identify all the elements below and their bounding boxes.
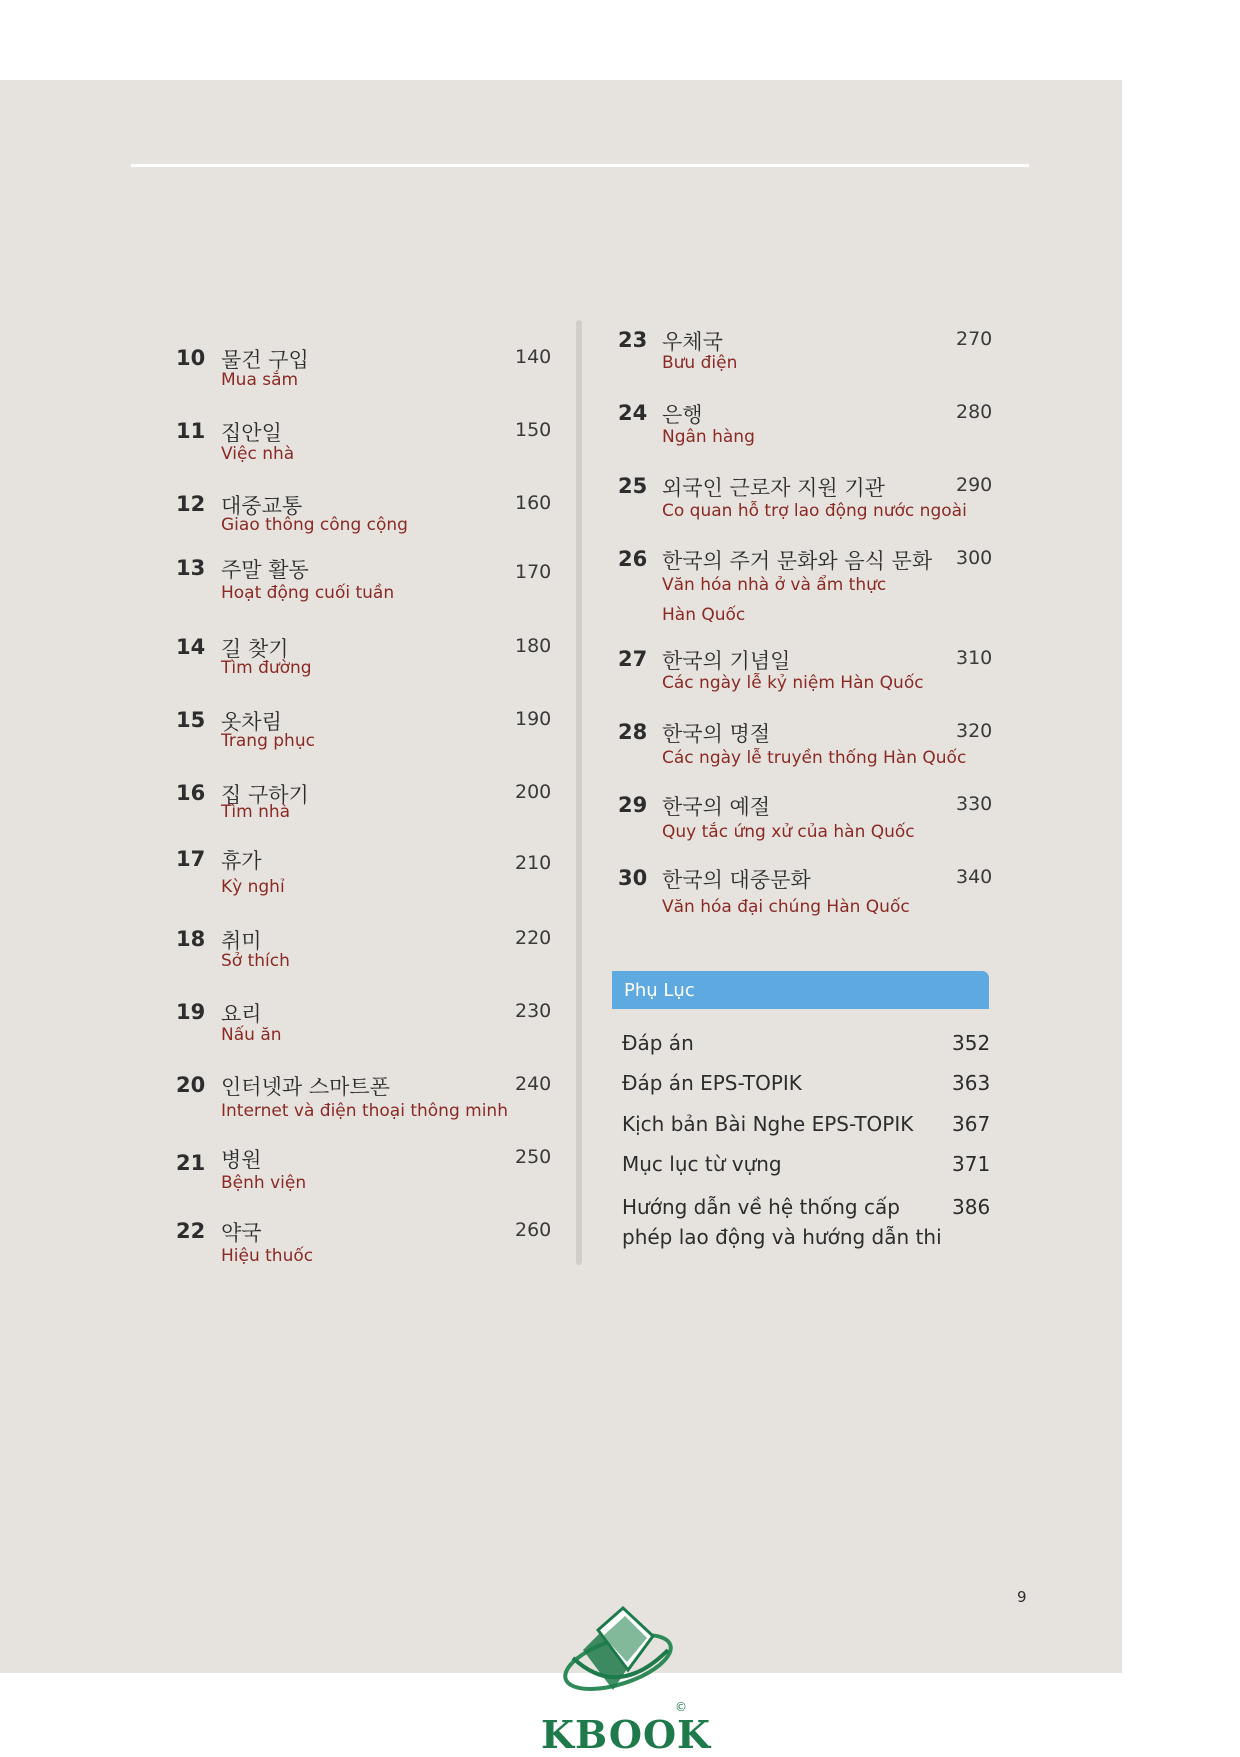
lesson-title-vietnamese: Các ngày lễ truyền thống Hàn Quốc (662, 748, 967, 768)
page-number: 9 (1017, 1588, 1027, 1606)
lesson-title-vietnamese: Văn hóa nhà ở và ẩm thực (662, 575, 887, 595)
book-globe-icon (543, 1600, 693, 1720)
lesson-title-korean: 우체국 (662, 330, 723, 354)
kbook-logo (541, 1600, 712, 1757)
lesson-title-korean: 병원 (221, 1148, 262, 1172)
lesson-title-vietnamese: Tìm đường (221, 658, 312, 678)
lesson-number: 16 (176, 781, 206, 805)
appendix-label: Đáp án EPS-TOPIK (622, 1071, 802, 1095)
lesson-title-korean: 외국인 근로자 지원 기관 (662, 476, 885, 500)
lesson-number: 12 (176, 492, 206, 516)
lesson-number: 21 (176, 1151, 206, 1175)
appendix-page: 363 (952, 1071, 991, 1095)
lesson-title-korean: 휴가 (221, 849, 262, 873)
lesson-title-vietnamese: Giao thông công cộng (221, 515, 408, 535)
appendix-label: Mục lục từ vựng (622, 1152, 782, 1176)
appendix-page: 352 (952, 1031, 991, 1055)
lesson-title-vietnamese: Co quan hỗ trợ lao động nước ngoài (662, 501, 967, 521)
page-ref: 140 (515, 346, 552, 368)
page-ref: 150 (515, 419, 552, 441)
page-ref: 170 (515, 561, 552, 583)
lesson-number: 18 (176, 927, 206, 951)
column-divider (576, 320, 582, 1265)
header-rule (131, 164, 1029, 167)
page-ref: 270 (956, 328, 993, 350)
page-ref: 220 (515, 927, 552, 949)
appendix-label: Hướng dẫn về hệ thống cấp phép lao động và hướng dẫn thi (622, 1195, 942, 1249)
lesson-title-korean: 주말 활동 (221, 558, 309, 582)
page-ref: 160 (515, 492, 552, 514)
lesson-number: 17 (176, 847, 206, 871)
lesson-title-korean: 대중교통 (221, 494, 303, 518)
logo-wordmark: KBOOK (541, 1712, 712, 1757)
lesson-title-korean: 은행 (662, 403, 703, 427)
page-ref: 190 (515, 708, 552, 730)
lesson-title-vietnamese: Mua sắm (221, 370, 299, 390)
lesson-title-vietnamese: Internet và điện thoại thông minh (221, 1101, 508, 1121)
lesson-title-vietnamese: Ngân hàng (662, 427, 755, 447)
lesson-title-vietnamese: Hiệu thuốc (221, 1246, 314, 1266)
lesson-title-korean: 물건 구입 (221, 348, 309, 372)
lesson-title-vietnamese: Quy tắc ứng xử của hàn Quốc (662, 822, 915, 842)
lesson-title-korean: 집 구하기 (221, 783, 309, 807)
page-ref: 210 (515, 852, 552, 874)
lesson-title-korean: 인터넷과 스마트폰 (221, 1075, 390, 1099)
copyright-mark: © (675, 1700, 687, 1714)
lesson-title-korean: 한국의 예절 (662, 795, 771, 819)
lesson-title-korean: 길 찾기 (221, 637, 289, 661)
page-ref: 330 (956, 793, 993, 815)
lesson-title-korean: 요리 (221, 1002, 262, 1026)
lesson-number: 28 (618, 720, 648, 744)
lesson-title-vietnamese: Các ngày lễ kỷ niệm Hàn Quốc (662, 673, 924, 693)
lesson-title-korean: 취미 (221, 929, 262, 953)
lesson-title-vietnamese: Bệnh viện (221, 1173, 307, 1193)
lesson-title-korean: 한국의 대중문화 (662, 868, 811, 892)
lesson-number: 20 (176, 1073, 206, 1097)
lesson-title-vietnamese: Tìm nhà (221, 802, 291, 822)
lesson-number: 13 (176, 556, 206, 580)
page-ref: 260 (515, 1219, 552, 1241)
lesson-title-vietnamese: Hoạt động cuối tuần (221, 583, 395, 603)
lesson-number: 15 (176, 708, 206, 732)
appendix-label: Đáp án (622, 1031, 694, 1055)
lesson-number: 26 (618, 547, 648, 571)
page-ref: 290 (956, 474, 993, 496)
lesson-number: 10 (176, 346, 206, 370)
lesson-number: 27 (618, 647, 648, 671)
lesson-title-vietnamese: Bưu điện (662, 353, 738, 373)
page-ref: 250 (515, 1146, 552, 1168)
page-ref: 240 (515, 1073, 552, 1095)
lesson-number: 14 (176, 635, 206, 659)
lesson-title-vietnamese: Nấu ăn (221, 1025, 282, 1045)
page-ref: 320 (956, 720, 993, 742)
lesson-number: 23 (618, 328, 648, 352)
appendix-title: Phụ Lục (624, 980, 695, 1001)
page-ref: 230 (515, 1000, 552, 1022)
appendix-label: Kịch bản Bài Nghe EPS-TOPIK (622, 1112, 914, 1136)
lesson-title-vietnamese: Sở thích (221, 951, 290, 971)
appendix-page: 386 (952, 1195, 991, 1219)
lesson-number: 29 (618, 793, 648, 817)
lesson-number: 19 (176, 1000, 206, 1024)
lesson-title-korean: 한국의 명절 (662, 722, 771, 746)
appendix-header (612, 971, 989, 1009)
lesson-title-korean: 집안일 (221, 421, 282, 445)
lesson-number: 11 (176, 419, 206, 443)
page-ref: 200 (515, 781, 552, 803)
page-ref: 310 (956, 647, 993, 669)
lesson-title-vietnamese: Văn hóa đại chúng Hàn Quốc (662, 897, 910, 917)
lesson-title-korean: 약국 (221, 1221, 262, 1245)
lesson-number: 24 (618, 401, 648, 425)
lesson-title-korean: 한국의 주거 문화와 음식 문화 (662, 549, 933, 573)
appendix-page: 367 (952, 1112, 991, 1136)
page-ref: 280 (956, 401, 993, 423)
lesson-title-vietnamese: Việc nhà (221, 444, 295, 464)
page-background (0, 80, 1122, 1673)
lesson-title-vietnamese-line2: Hàn Quốc (662, 605, 746, 625)
lesson-title-vietnamese: Trang phục (221, 731, 315, 751)
page-ref: 180 (515, 635, 552, 657)
lesson-title-korean: 한국의 기념일 (662, 649, 791, 673)
lesson-title-korean: 옷차림 (221, 710, 282, 734)
lesson-number: 30 (618, 866, 648, 890)
lesson-title-vietnamese: Kỳ nghỉ (221, 877, 285, 897)
page-ref: 300 (956, 547, 993, 569)
page-ref: 340 (956, 866, 993, 888)
lesson-number: 25 (618, 474, 648, 498)
appendix-page: 371 (952, 1152, 991, 1176)
lesson-number: 22 (176, 1219, 206, 1243)
